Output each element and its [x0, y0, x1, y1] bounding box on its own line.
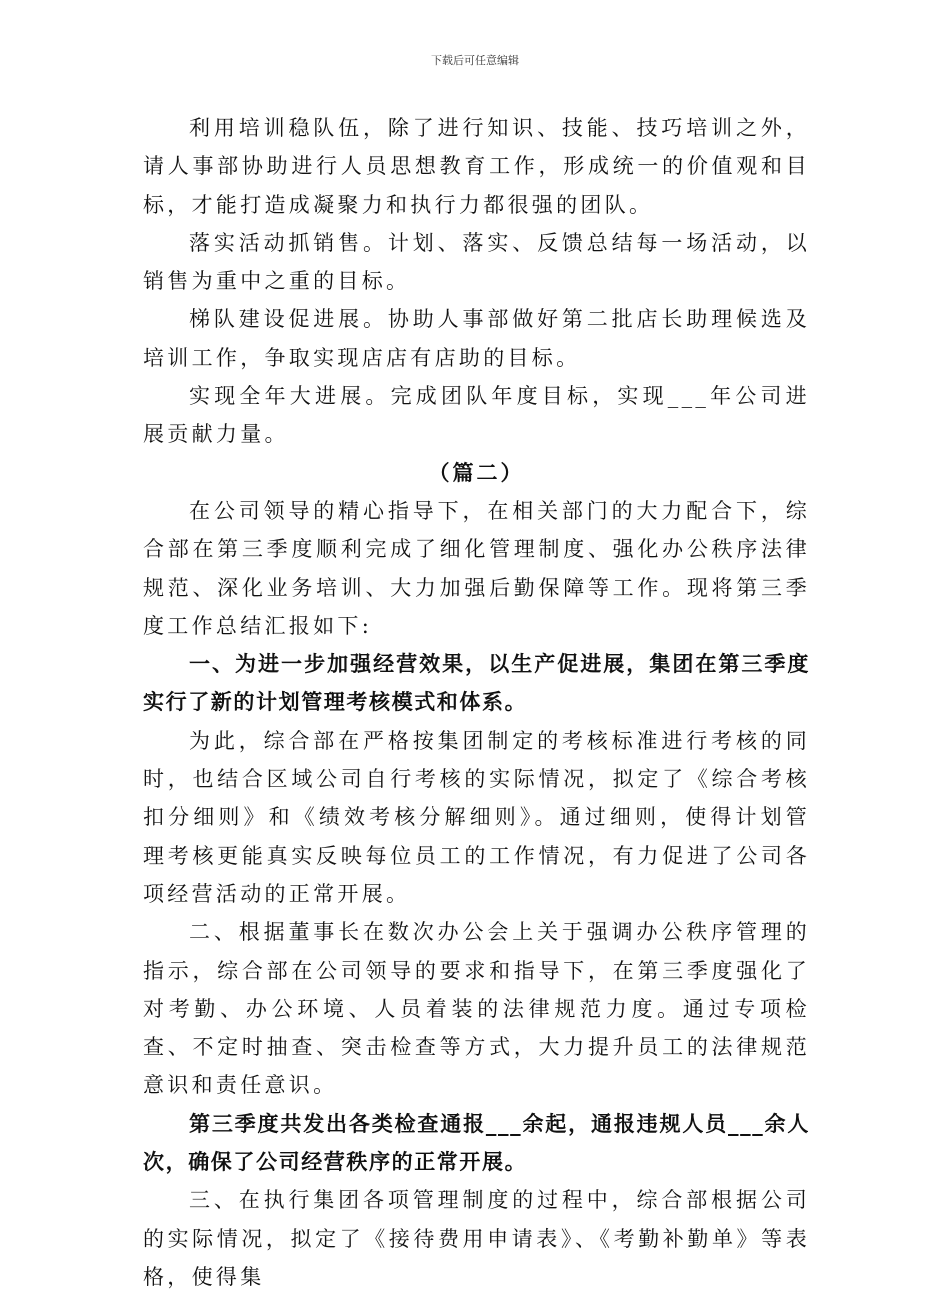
- paragraph-training: 利用培训稳队伍，除了进行知识、技能、技巧培训之外，请人事部协助进行人员思想教育工作，形成统一的价值观和目标，才能打造成凝聚力和执行力都很强的团队。: [143, 116, 810, 217]
- paragraph-intro: 在公司领导的精心指导下，在相关部门的大力配合下，综合部在第三季度顺利完成了细化管理制度、强化办公秩序法律规范、深化业务培训、大力加强后勤保障等工作。现将第三季度工作总结汇报如下:: [143, 498, 810, 638]
- section-title: （篇二）: [428, 459, 525, 485]
- page-header: 下载后可任意编辑: [431, 54, 519, 67]
- paragraph-notices: 第三季度共发出各类检查通报___余起，通报违规人员___余人次，确保了公司经营秩序的正常开展。: [143, 1110, 810, 1175]
- paragraph-annual: 实现全年大进展。完成团队年度目标，实现___年公司进展贡献力量。: [143, 384, 810, 447]
- paragraph-assessment: 为此，综合部在严格按集团制定的考核标准进行考核的同时，也结合区域公司自行考核的实际情况，拟定了《综合考核扣分细则》和《绩效考核分解细则》。通过细则，使得计划管理考核更能真实反映每位员工的工作情况，有力促进了公司各项经营活动的正常开展。: [143, 728, 810, 906]
- document-body: [143, 109, 810, 1296]
- paragraph-order: 二、根据董事长在数次办公会上关于强调办公秩序管理的指示，综合部在公司领导的要求和指导下，在第三季度强化了对考勤、办公环境、人员着装的法律规范力度。通过专项检查、不定时抽查、突击检查等方式，大力提升员工的法律规范意识和责任意识。: [143, 920, 810, 1098]
- heading-one: 一、为进一步加强经营效果，以生产促进展，集团在第三季度实行了新的计划管理考核模式和体系。: [143, 651, 810, 715]
- paragraph-sales: 落实活动抓销售。计划、落实、反馈总结每一场活动，以销售为重中之重的目标。: [143, 230, 810, 294]
- paragraph-echelon: 梯队建设促进展。协助人事部做好第二批店长助理候选及培训工作，争取实现店店有店助的目标。: [143, 307, 810, 370]
- paragraph-forms: 三、在执行集团各项管理制度的过程中，综合部根据公司的实际情况，拟定了《接待费用申请表》、《考勤补勤单》等表格，使得集: [143, 1188, 810, 1289]
